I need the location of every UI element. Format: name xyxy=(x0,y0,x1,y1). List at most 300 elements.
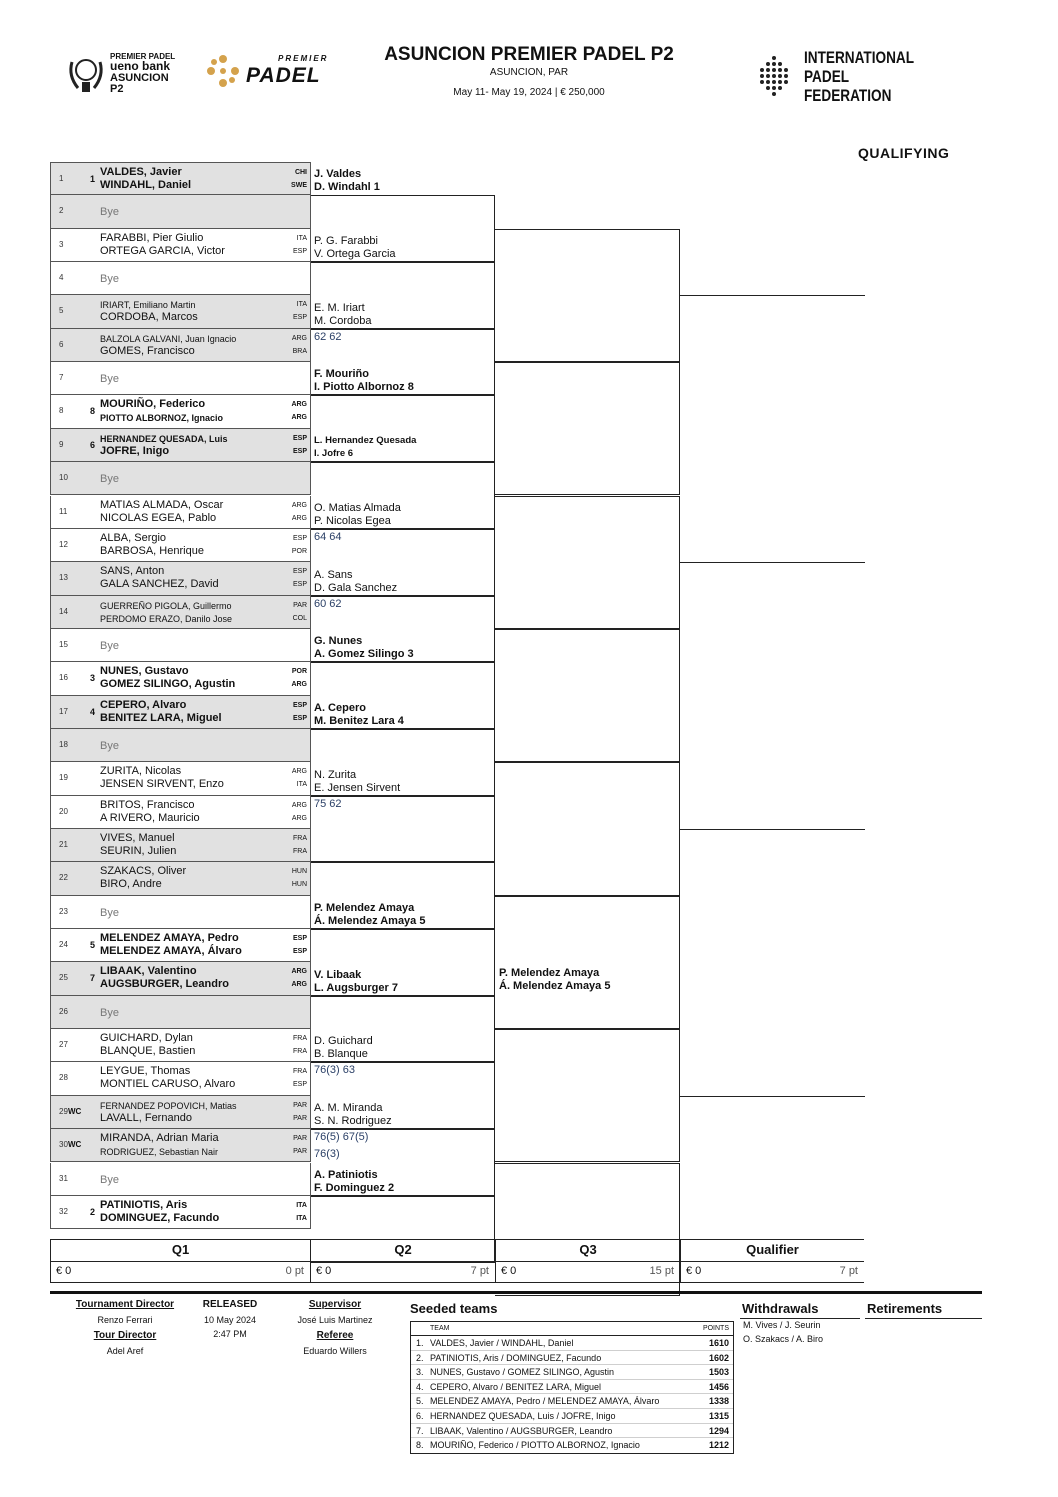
player-country: PAR xyxy=(293,601,307,609)
seed-index: 1. xyxy=(416,1338,424,1348)
draw-row xyxy=(50,1163,311,1196)
player-name: FARABBI, Pier Giulio xyxy=(100,231,204,244)
tournament-location: ASUNCION, PAR xyxy=(489,67,569,78)
draw-row xyxy=(50,829,311,862)
draw-position: 2 xyxy=(59,206,64,216)
tour-director-name: Adel Aref xyxy=(106,1346,144,1356)
player-name: BENITEZ LARA, Miguel xyxy=(100,711,222,724)
player-country: POR xyxy=(291,668,307,676)
seeded-col-team: TEAM xyxy=(430,1325,450,1332)
seed-number: 3 xyxy=(90,673,96,684)
winner-name: V. Libaak xyxy=(314,968,362,981)
withdrawal-item: M. Vives / J. Seurin xyxy=(743,1320,821,1330)
draw-row xyxy=(50,896,311,929)
seeded-team: HERNANDEZ QUESADA, Luis / JOFRE, Inigo xyxy=(430,1410,616,1421)
seeded-row xyxy=(411,1438,733,1453)
draw-row xyxy=(50,929,311,962)
player-country: ARG xyxy=(291,814,307,822)
draw-row xyxy=(50,295,311,328)
player-name: PERDOMO ERAZO, Danilo Jose xyxy=(100,613,233,624)
draw-row xyxy=(50,529,311,562)
player-country: ESP xyxy=(292,314,307,322)
logo-line: ASUNCION xyxy=(110,72,169,84)
seeded-team: LIBAAK, Valentino / AUGSBURGER, Leandro xyxy=(430,1425,613,1436)
match-score: 64 64 xyxy=(314,530,342,543)
winner-name: A. Patiniotis xyxy=(314,1168,378,1181)
draw-row xyxy=(50,429,311,462)
logo-line: P2 xyxy=(110,83,124,95)
seed-number: 1 xyxy=(90,174,96,184)
winner-name: G. Nunes xyxy=(314,635,363,648)
player-country: ITA xyxy=(296,301,307,309)
winner-name: Á. Melendez Amaya 5 xyxy=(314,915,426,928)
player-country: ARG xyxy=(291,981,307,989)
draw-position: 4 xyxy=(59,273,64,283)
logo-line: INTERNATIONAL xyxy=(804,48,915,67)
seed-number: 6 xyxy=(90,439,96,450)
release-info xyxy=(190,1299,270,1339)
player-name: MATIAS ALMADA, Oscar xyxy=(100,498,224,511)
player-country: ARG xyxy=(291,801,307,809)
seeded-team: MELENDEZ AMAYA, Pedro / MELENDEZ AMAYA, Álvaro xyxy=(430,1396,660,1407)
tournament-director-label: Tournament Director xyxy=(75,1299,175,1310)
player-name: HERNANDEZ QUESADA, Luis xyxy=(100,433,228,444)
player-name: VALDES, Javier xyxy=(100,166,182,178)
player-name: GUICHARD, Dylan xyxy=(100,1032,193,1045)
winner-name: O. Matias Almada xyxy=(314,501,401,514)
player-country: ESP xyxy=(292,447,307,455)
match-score: 75 62 xyxy=(314,797,342,810)
winner-name: I. Jofre 6 xyxy=(314,448,354,460)
draw-row xyxy=(50,1062,311,1095)
seeded-team: MOURIÑO, Federico / PIOTTO ALBORNOZ, Ignacio xyxy=(430,1440,640,1451)
released-label: RELEASED xyxy=(202,1299,258,1310)
bye-label: Bye xyxy=(100,1173,119,1186)
player-country: ESP xyxy=(292,434,307,442)
seed-index: 6. xyxy=(416,1410,424,1421)
player-name: ALBA, Sergio xyxy=(100,531,167,544)
bracket-connector xyxy=(495,229,680,362)
player-name: SANS, Anton xyxy=(100,565,165,578)
winner-name: I. Piotto Albornoz 8 xyxy=(314,381,414,394)
draw-row xyxy=(50,862,311,895)
tournament-title: ASUNCION PREMIER PADEL P2 xyxy=(384,44,674,65)
logo-line: ueno bank xyxy=(110,59,171,73)
winner-name: N. Zurita xyxy=(314,768,357,781)
player-country: FRA xyxy=(293,1048,307,1056)
draw-row xyxy=(50,996,311,1029)
bracket-connector xyxy=(495,896,680,1029)
winner-name: M. Benitez Lara 4 xyxy=(314,714,404,727)
draw-position: 3 xyxy=(59,239,64,249)
draw-row xyxy=(50,729,311,762)
seed-number: 2 xyxy=(90,1206,96,1217)
player-name: NUNES, Gustavo xyxy=(100,665,189,678)
player-country: ARG xyxy=(291,681,307,689)
draw-position: 11 xyxy=(59,506,68,516)
draw-row xyxy=(50,362,311,395)
bracket-connector xyxy=(495,496,680,629)
player-country: SWE xyxy=(291,182,307,189)
player-country: CHI xyxy=(294,169,307,176)
match-score: 76(3) xyxy=(314,1148,340,1161)
draw-position: 7 xyxy=(59,373,64,383)
draw-position: 31 xyxy=(59,1173,68,1183)
tour-director-label: Tour Director xyxy=(93,1330,157,1341)
draw-position: 23 xyxy=(59,906,68,916)
seeded-points: 1294 xyxy=(708,1425,729,1436)
seeded-title: Seeded teams xyxy=(410,1301,498,1316)
draw-position: 29 xyxy=(59,1106,68,1116)
bye-label: Bye xyxy=(100,1006,119,1019)
round-points: 15 pt xyxy=(649,1265,674,1277)
round-name: Q2 xyxy=(394,1242,412,1257)
player-name: MELENDEZ AMAYA, Pedro xyxy=(100,932,239,945)
seeded-table xyxy=(410,1321,734,1454)
winner-name: A. Sans xyxy=(314,568,353,581)
seeded-row xyxy=(411,1365,733,1380)
referee-label: Referee xyxy=(316,1330,354,1341)
round-summary-table xyxy=(50,1239,864,1283)
logo-line: PADEL xyxy=(246,64,321,87)
draw-row xyxy=(50,562,311,595)
player-country: COL xyxy=(292,614,307,622)
draw-row xyxy=(50,195,311,228)
bye-label: Bye xyxy=(100,639,119,652)
released-date: 10 May 2024 xyxy=(203,1315,257,1325)
player-country: FRA xyxy=(293,835,307,842)
supervisor-name: José Luis Martinez xyxy=(297,1315,373,1325)
player-name: CORDOBA, Marcos xyxy=(100,311,198,324)
bye-label: Bye xyxy=(100,206,119,219)
draw-position: 25 xyxy=(59,973,68,983)
draw-position: 8 xyxy=(59,406,64,416)
winner-name: F. Mouriño xyxy=(314,368,369,381)
player-name: LIBAAK, Valentino xyxy=(100,965,197,978)
bye-label: Bye xyxy=(100,373,119,386)
player-name: JENSEN SIRVENT, Enzo xyxy=(100,778,224,791)
tournament-director-name: Renzo Ferrari xyxy=(97,1315,153,1325)
player-country: ARG xyxy=(291,414,307,422)
draw-row xyxy=(50,796,311,829)
player-name: MIRANDA, Adrian Maria xyxy=(100,1132,219,1145)
draw-position: 20 xyxy=(59,806,68,816)
released-time: 2:47 PM xyxy=(213,1329,247,1339)
draw-position: 18 xyxy=(59,739,68,749)
seeded-team: NUNES, Gustavo / GOMEZ SILINGO, Agustin xyxy=(430,1367,615,1378)
player-name: FERNANDEZ POPOVICH, Matias xyxy=(100,1100,237,1111)
seeded-row xyxy=(411,1394,733,1409)
logo-line: FEDERATION xyxy=(804,86,892,105)
player-country: ESP xyxy=(292,714,307,722)
player-name: BIRO, Andre xyxy=(100,878,162,891)
player-name: BRITOS, Francisco xyxy=(100,798,195,811)
bye-label: Bye xyxy=(100,473,119,486)
player-name: A RIVERO, Mauricio xyxy=(100,811,200,824)
winner-name: F. Dominguez 2 xyxy=(314,1181,395,1194)
referee-name: Eduardo Willers xyxy=(303,1346,367,1356)
draw-position: 6 xyxy=(59,339,64,349)
draw-row xyxy=(50,462,311,495)
draw-row xyxy=(50,395,311,428)
player-name: BARBOSA, Henrique xyxy=(100,544,204,557)
seeded-row xyxy=(411,1409,733,1424)
draw-position: 30 xyxy=(59,1140,68,1150)
draw-position: 5 xyxy=(59,306,64,316)
seeded-row xyxy=(411,1336,733,1351)
player-name: PATINIOTIS, Aris xyxy=(100,1198,188,1211)
wildcard-badge: WC xyxy=(68,1106,82,1116)
logo-line: PREMIER PADEL xyxy=(110,52,176,61)
seeded-row xyxy=(411,1424,733,1439)
winner-name: D. Gala Sanchez xyxy=(314,581,398,594)
winner-name: L. Hernandez Quesada xyxy=(314,435,417,447)
player-country: BRA xyxy=(292,347,307,355)
round-money: € 0 xyxy=(56,1265,72,1277)
match-score: 60 62 xyxy=(314,597,342,610)
winner-name: P. Nicolas Egea xyxy=(314,514,391,527)
qualifier-line xyxy=(680,295,865,296)
supervisor-label: Supervisor xyxy=(308,1299,362,1310)
round-q1 xyxy=(50,1239,310,1283)
winner-name: P. Melendez Amaya xyxy=(499,967,600,980)
player-name: GOMEZ SILINGO, Agustin xyxy=(100,678,236,691)
qualifier-line xyxy=(680,562,865,563)
draw-row xyxy=(50,329,311,362)
player-name: LEYGUE, Thomas xyxy=(100,1065,191,1078)
winner-name: E. Jensen Sirvent xyxy=(314,781,401,794)
winner-name: M. Cordoba xyxy=(314,314,372,327)
player-country: ARG xyxy=(291,768,307,776)
draw-position: 28 xyxy=(59,1073,68,1083)
player-country: FRA xyxy=(293,848,307,855)
player-name: PIOTTO ALBORNOZ, Ignacio xyxy=(100,413,224,424)
footer-divider xyxy=(50,1291,982,1294)
bye-label: Bye xyxy=(100,739,119,752)
player-name: CEPERO, Alvaro xyxy=(100,698,187,711)
bracket-connector xyxy=(495,629,680,762)
draw-row xyxy=(50,1096,311,1129)
round-name: Qualifier xyxy=(746,1242,799,1257)
seed-number: 7 xyxy=(90,973,96,984)
player-country: PAR xyxy=(293,1101,307,1109)
seed-number: 4 xyxy=(90,706,96,717)
seeded-points: 1610 xyxy=(708,1338,729,1348)
player-name: IRIART, Emiliano Martin xyxy=(100,300,196,311)
draw-row xyxy=(50,962,311,995)
winner-name: P. G. Farabbi xyxy=(314,235,378,248)
round-name: Q1 xyxy=(171,1242,190,1257)
draw-row xyxy=(50,1196,311,1229)
player-country: ARG xyxy=(291,401,307,409)
player-name: MONTIEL CARUSO, Alvaro xyxy=(100,1078,236,1091)
round-money: € 0 xyxy=(501,1265,517,1277)
winner-name: V. Ortega Garcia xyxy=(314,248,396,261)
player-country: POR xyxy=(291,547,307,555)
qualifier-line xyxy=(680,1096,865,1097)
tournament-dates: May 11- May 19, 2024 | € 250,000 xyxy=(453,87,605,98)
round-q3 xyxy=(495,1239,680,1283)
draw-position: 13 xyxy=(59,573,68,583)
player-name: NICOLAS EGEA, Pablo xyxy=(100,511,217,524)
seeded-points: 1503 xyxy=(708,1367,729,1378)
draw-position: 19 xyxy=(59,773,68,783)
draw-row xyxy=(50,262,311,295)
player-name: JOFRE, Inigo xyxy=(100,444,170,457)
player-country: HUN xyxy=(291,881,307,889)
seeded-points: 1338 xyxy=(708,1396,729,1407)
player-country: ARG xyxy=(291,501,307,509)
draw-row xyxy=(50,162,311,195)
wildcard-badge: WC xyxy=(68,1140,82,1150)
draw-position: 27 xyxy=(59,1040,68,1050)
player-country: ESP xyxy=(292,534,307,542)
winner-name: B. Blanque xyxy=(314,1048,368,1061)
winner-name: Á. Melendez Amaya 5 xyxy=(499,980,611,993)
match-score: 62 62 xyxy=(314,330,342,343)
player-name: LAVALL, Fernando xyxy=(100,1111,192,1124)
player-name: VIVES, Manuel xyxy=(100,832,175,844)
draw-position: 22 xyxy=(59,873,68,883)
player-name: MOURIÑO, Federico xyxy=(100,398,206,411)
draw-row xyxy=(50,229,311,262)
player-country: PAR xyxy=(293,1135,307,1143)
player-name: BLANQUE, Bastien xyxy=(100,1045,196,1058)
draw-position: 21 xyxy=(59,840,68,849)
draw-position: 17 xyxy=(59,706,68,716)
stage-label: QUALIFYING xyxy=(858,145,950,161)
winner-name: P. Melendez Amaya xyxy=(314,902,415,915)
seeded-team: CEPERO, Alvaro / BENITEZ LARA, Miguel xyxy=(430,1381,602,1392)
seeded-row xyxy=(411,1351,733,1366)
logo-line: PADEL xyxy=(804,67,850,86)
player-country: ARG xyxy=(291,514,307,522)
player-country: ESP xyxy=(292,935,307,943)
draw-position: 14 xyxy=(59,606,68,616)
winner-name: S. N. Rodriguez xyxy=(314,1115,392,1128)
draw-position: 32 xyxy=(59,1206,68,1216)
seed-index: 3. xyxy=(416,1367,424,1378)
player-name: GUERREÑO PIGOLA, Guillermo xyxy=(100,600,232,611)
winner-name: D. Guichard xyxy=(314,1035,373,1048)
winner-name: A. Gomez Silingo 3 xyxy=(314,648,414,661)
seeded-team: PATINIOTIS, Aris / DOMINGUEZ, Facundo xyxy=(430,1352,602,1363)
draw-row xyxy=(50,629,311,662)
seed-index: 4. xyxy=(416,1381,424,1392)
seed-number: 8 xyxy=(90,406,96,417)
supervisor-info xyxy=(280,1299,390,1356)
player-name: DOMINGUEZ, Facundo xyxy=(100,1211,220,1224)
player-country: ITA xyxy=(296,781,307,789)
player-country: ESP xyxy=(292,701,307,709)
seeded-points: 1212 xyxy=(708,1440,729,1451)
player-country: HUN xyxy=(291,868,307,876)
player-country: FRA xyxy=(293,1068,307,1076)
draw-row xyxy=(50,596,311,629)
player-country: ESP xyxy=(292,1081,307,1089)
player-country: ARG xyxy=(291,334,307,342)
winner-name: A. Cepero xyxy=(314,701,366,714)
player-country: ITA xyxy=(296,1214,307,1222)
bracket-connector xyxy=(495,362,680,495)
seed-index: 2. xyxy=(416,1352,424,1363)
seeded-points: 1456 xyxy=(708,1381,729,1392)
player-name: RODRIGUEZ, Sebastian Nair xyxy=(100,1147,219,1158)
qualifier-line xyxy=(680,829,865,830)
player-name: SEURIN, Julien xyxy=(100,845,177,857)
player-name: ZURITA, Nicolas xyxy=(100,765,182,778)
draw-position: 1 xyxy=(59,174,64,183)
seeded-points: 1602 xyxy=(708,1352,729,1363)
seeded-team: VALDES, Javier / WINDAHL, Daniel xyxy=(430,1338,574,1348)
player-name: GOMES, Francisco xyxy=(100,344,195,357)
draw-position: 26 xyxy=(59,1006,68,1016)
withdrawals-title: Withdrawals xyxy=(742,1301,819,1316)
logo-line: PREMIER xyxy=(278,54,329,63)
draw-row xyxy=(50,696,311,729)
winner-name: L. Augsburger 7 xyxy=(314,981,398,994)
draw-position: 24 xyxy=(59,940,68,950)
player-country: ARG xyxy=(291,968,307,976)
draw-row xyxy=(50,662,311,695)
seed-index: 7. xyxy=(416,1425,424,1436)
bye-label: Bye xyxy=(100,906,119,919)
player-country: PAR xyxy=(293,1148,307,1156)
draw-row xyxy=(50,496,311,529)
draw-position: 9 xyxy=(59,439,64,449)
round-points: 0 pt xyxy=(285,1265,304,1277)
player-name: GALA SANCHEZ, David xyxy=(100,578,219,591)
player-country: PAR xyxy=(293,1114,307,1122)
seed-index: 5. xyxy=(416,1396,424,1407)
player-name: BALZOLA GALVANI, Juan Ignacio xyxy=(100,333,237,344)
draw-row xyxy=(50,762,311,795)
draw-position: 16 xyxy=(59,673,68,683)
round-points: 7 pt xyxy=(839,1265,858,1277)
player-country: ITA xyxy=(296,1201,307,1209)
draw-position: 12 xyxy=(59,539,68,549)
round-money: € 0 xyxy=(686,1265,702,1277)
seed-index: 8. xyxy=(416,1440,424,1451)
player-country: ESP xyxy=(292,568,307,576)
winner-name: E. M. Iriart xyxy=(314,301,365,314)
round-name: Q3 xyxy=(579,1242,597,1257)
player-country: ESP xyxy=(292,581,307,589)
retirements-title: Retirements xyxy=(867,1301,943,1316)
player-name: WINDAHL, Daniel xyxy=(100,179,192,191)
round-money: € 0 xyxy=(316,1265,332,1277)
seeded-row xyxy=(411,1380,733,1395)
match-score: 76(3) 63 xyxy=(314,1064,355,1077)
player-country: ESP xyxy=(292,247,307,255)
bye-label: Bye xyxy=(100,273,119,286)
draw-row xyxy=(50,1129,311,1162)
player-country: ITA xyxy=(296,234,307,242)
seeded-header xyxy=(411,1322,733,1336)
round-points: 7 pt xyxy=(470,1265,489,1277)
draw-row xyxy=(50,1029,311,1062)
bracket-connector xyxy=(495,1029,680,1162)
match-score: 76(5) 67(5) xyxy=(314,1131,369,1144)
seed-number: 5 xyxy=(90,940,96,951)
tournament-director xyxy=(60,1299,190,1356)
winner-name: J. Valdes xyxy=(314,168,362,181)
seeded-col-points: POINTS xyxy=(702,1325,729,1332)
withdrawal-item: O. Szakacs / A. Biro xyxy=(743,1334,824,1344)
draw-position: 15 xyxy=(59,639,68,649)
seeded-points: 1315 xyxy=(708,1410,729,1421)
player-name: MELENDEZ AMAYA, Álvaro xyxy=(100,945,242,958)
